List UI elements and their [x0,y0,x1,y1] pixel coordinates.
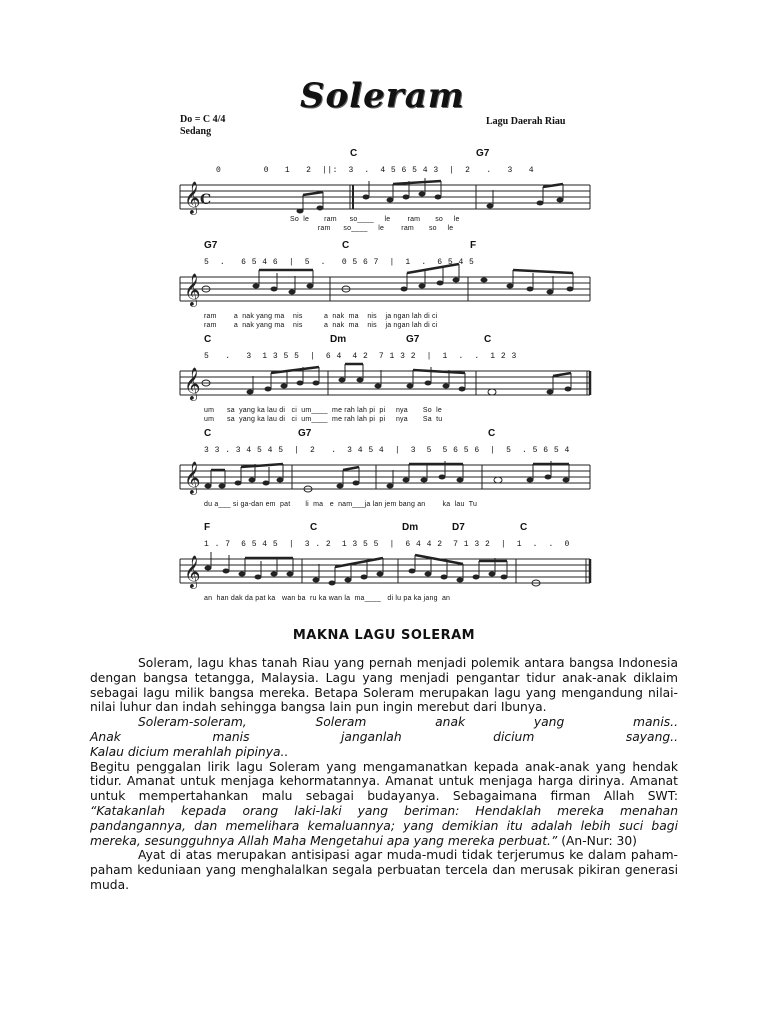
system-5 [180,522,590,612]
cipher-notation: 3 3 . 3 4 5 4 5 | 2 . 3 4 5 4 | 3 5 5 6 5 6 | 5 . 5 6 5 4 [204,446,570,455]
chord-label: Dm [330,334,347,345]
chord-label: G7 [476,148,490,159]
staff [180,366,590,400]
chord-label: D7 [452,522,465,533]
svg-text:𝄞: 𝄞 [184,555,201,588]
svg-text:𝄞: 𝄞 [184,461,201,494]
staff [180,460,590,494]
paragraph-3: Ayat di atas merupakan antisipasi agar muda-mudi tidak terjerumus ke dalam paham-paham keduniaan yang menghalalkan segala perbuatan tercela dan merusak pikiran generasi muda. [90,848,678,892]
cipher-notation: 0 0 1 2 ||: 3 . 4 5 6 5 4 3 | 2 . 3 4 [216,166,535,175]
chord-label: G7 [406,334,420,345]
paragraph-2 [90,760,678,849]
chord-label: C [310,522,318,533]
chord-label: C [350,148,358,159]
system-2 [180,240,590,340]
svg-text:𝄞: 𝄞 [184,367,201,400]
system-1 [180,148,590,248]
body-text [90,656,678,893]
system-4 [180,428,590,518]
section-heading: MAKNA LAGU SOLERAM [292,628,476,643]
staff [180,272,590,306]
lyric-line: ram a nak yang ma nis a nak ma nis ja ngan lah di ci [204,322,438,329]
quote-citation: (An-Nur: 30) [557,833,637,848]
score-title: Soleram [300,76,465,116]
staff [180,554,590,588]
chord-label: Dm [402,522,419,533]
lyric-line: an han dak da pat ka wan ba ru ka wan la ma____ di lu pa ka jang an [204,595,451,602]
lyric-line: um sa yang ka lau di ci um____ me rah lah pi pi nya So le [204,407,442,414]
music-score [170,72,600,612]
lyric-line: du a___ si ga-dan em pat li ma e nam___ja lan jem bang an ka lau Tu [204,501,478,508]
song-origin: Lagu Daerah Riau [486,116,566,127]
chord-label: G7 [204,240,218,251]
paragraph-2-intro: Begitu penggalan lirik lagu Soleram yang mengamanatkan kepada anak-anak yang hendak tidur. Amanat untuk menjaga kehormatannya. Amanat untuk menjaga harga dirinya. Amanat untuk mempertahankan malu sebagai budayanya. Sebagaimana firman Allah SWT: [90,759,678,804]
staff [180,180,590,214]
chord-label: C [204,334,212,345]
lyric-line: ram a nak yang ma nis a nak ma nis ja ngan lah di ci [204,313,438,320]
lyric-line: ram so____ le ram so le [290,225,454,232]
svg-text:C: C [200,192,212,208]
paragraph-1: Soleram, lagu khas tanah Riau yang pernah menjadi polemik antara bangsa Indonesia dengan bangsa tetangga, Malaysia. Lagu yang menjadi pengantar tidur anak-anak diklaim sebagai lagu milik bangsa mereka. Betapa Soleram merupakan lagu yang mengandung nilai-nilai luhur dan indah sehingga bangsa lain pun ingin merebut dari Ibunya. [90,656,678,715]
chord-label: C [204,428,212,439]
staff-lines [180,366,590,400]
cipher-notation: 1 . 7 6 5 4 5 | 3 . 2 1 3 5 5 | 6 4 4 2 7 1 3 2 | 1 . . 0 [204,540,570,549]
tempo-marking: Sedang [180,126,212,137]
chord-label: F [470,240,477,251]
cipher-notation: 5 . 6 5 4 6 | 5 . 0 5 6 7 | 1 . 6 5 4 5 [204,258,475,267]
staff-lines [180,180,590,214]
quran-quote: “Katakanlah kepada orang laki-laki yang beriman: Hendaklah mereka menahan pandangannya, dan memelihara kemaluannya; yang demikian itu adalah lebih suci bagi mereka, sesungguhnya Allah Maha Mengetahui apa yang mereka perbuat.” [90,803,678,848]
chord-label: C [520,522,528,533]
poem-line-3: Kalau dicium merahlah pipinya.. [90,744,289,759]
cipher-notation: 5 . 3 1 3 5 5 | 6 4 4 2 7 1 3 2 | 1 . . 1 2 3 [204,352,517,361]
svg-text:𝄞: 𝄞 [184,273,201,306]
chord-label: F [204,522,211,533]
chord-label: C [342,240,350,251]
key-signature: Do = C 4/4 [180,114,226,125]
staff-lines [180,554,590,588]
staff-lines [180,272,590,306]
chord-label: G7 [298,428,312,439]
lyric-line: So le ram so____ le ram so le [290,216,460,223]
lyric-line: um sa yang ka lau di ci um____ me rah lah pi pi nya Sa tu [204,416,443,423]
chord-label: C [484,334,492,345]
poem-line-2: Anak manis janganlah dicium sayang.. [90,729,678,744]
poem-line-1: Soleram-soleram, Soleram anak yang manis.. [138,715,678,730]
chord-label: C [488,428,496,439]
svg-text:𝄞: 𝄞 [184,181,201,214]
staff-lines [180,460,590,494]
system-3 [180,334,590,434]
